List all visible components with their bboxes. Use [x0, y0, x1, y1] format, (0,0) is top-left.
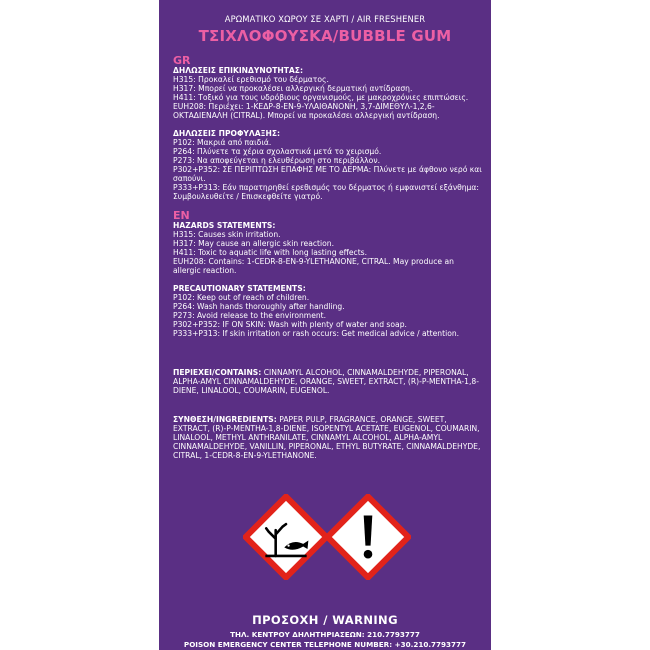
gr-precaution-line: P264: Πλύνετε τα χέρια σχολαστικά μετά το χειρισμό.: [173, 147, 382, 156]
gr-precaution-line: P102: Μακριά από παιδιά.: [173, 138, 272, 147]
label-body: [173, 55, 483, 460]
gr-hazard-line: H411: Τοξικό για τους υδρόβιους οργανισμούς, με μακροχρόνιες επιπτώσεις.: [173, 93, 469, 102]
gr-precaution-line: P273: Να αποφεύγεται η ελευθέρωση στο περιβάλλον.: [173, 156, 380, 165]
en-precaution-line: P333+P313: If skin irritation or rash occurs: Get medical advice / attention.: [173, 329, 460, 338]
gr-precaution-line: P333+P313: Εάν παρατηρηθεί ερεθισμός του δέρματος ή εμφανιστεί εξάνθημα: Συμβουλευθείτε / Επισκεφθείτε γιατρό.: [173, 183, 482, 201]
gr-precaution-line: P302+P352: ΣΕ ΠΕΡΙΠΤΩΣΗ ΕΠΑΦΗΣ ΜΕ ΤΟ ΔΕΡΜΑ: Πλύνετε με άφθονο νερό και σαπούνι.: [173, 165, 485, 183]
ingredients-block: [173, 415, 483, 460]
gr-hazard-line: EUH208: Περιέχει: 1-ΚΕΔΡ-8-ΕΝ-9-ΥΛΑΙΘΑΝΟΝΗ, 3,7-ΔΙΜΕΘΥΛ-1,2,6-ΟΚΤΑΔΙΕΝΑΛΗ (CITRAL). Μπορεί να προκαλέσει αλλεργική αντίδραση.: [173, 102, 440, 120]
product-label: [159, 0, 491, 650]
poison-center-en: POISON EMERGENCY CENTER TELEPHONE NUMBER: +30.210.7793777: [183, 640, 467, 649]
en-hazard-line: H315: Causes skin irritation.: [173, 230, 281, 239]
contains-text: CINNAMYL ALCOHOL, CINNAMALDEHYDE, PIPERONAL, ALPHA-AMYL CINNAMALDEHYDE, ORANGE, SWEET, EXTRACT, (R)-P-MENTHA-1,8-DIENE, LINALOOL, COUMARIN, EUGENOL.: [173, 368, 479, 395]
ingredients-text: PAPER PULP, FRAGRANCE, ORANGE, SWEET, EXTRACT, (R)-P-MENTHA-1,8-DIENE, ISOPENTYL ACETATE, EUGENOL, COUMARIN, LINALOOL, METHYL ANTHRANILATE, CINNAMYL ALCOHOL, ALPHA-AMYL CINNAMALDEHYDE, VANILLIN, PIPERONAL, ETHYL BUTYRATE, CINNAMALDEHYDE, CITRAL, 1-CEDR-8-EN-9-YLETHANONE.: [173, 415, 481, 460]
en-hazards-title: HAZARDS STATEMENTS:: [173, 221, 276, 230]
en-precaution-line: P264: Wash hands thoroughly after handling.: [173, 302, 345, 311]
en-precaution-line: P102: Keep out of reach of children.: [173, 293, 310, 302]
environment-hazard-icon: [243, 494, 329, 580]
ingredients-title: ΣΥΝΘΕΣΗ/INGREDIENTS:: [173, 415, 277, 424]
en-precautions-title: PRECAUTIONARY STATEMENTS:: [173, 284, 306, 293]
gr-hazard-line: H317: Μπορεί να προκαλέσει αλλεργική δερματική αντίδραση.: [173, 84, 413, 93]
gr-precautions-title: ΔΗΛΩΣΕΙΣ ΠΡΟΦΥΛΑΞΗΣ:: [173, 129, 281, 138]
en-precaution-line: P273: Avoid release to the environment.: [173, 311, 327, 320]
en-hazard-line: H317: May cause an allergic skin reaction.: [173, 239, 335, 248]
en-precaution-line: P302+P352: IF ON SKIN: Wash with plenty of water and soap.: [173, 320, 407, 329]
product-name: ΤΣΙΧΛΟΦΟΥΣΚΑ/BUBBLE GUM: [198, 27, 452, 45]
exclamation-mark-icon: [325, 494, 411, 580]
lang-en-heading: EN: [173, 209, 190, 222]
poison-center-gr: ΤΗΛ. ΚΕΝΤΡΟΥ ΔΗΛΗΤΗΡΙΑΣΕΩΝ: 210.7793777: [230, 630, 420, 639]
gr-hazards-title: ΔΗΛΩΣΕΙΣ ΕΠΙΚΙΝΔΥΝΟΤΗΤΑΣ:: [173, 66, 304, 75]
en-hazard-line: H411: Toxic to aquatic life with long lasting effects.: [173, 248, 368, 257]
contains-block: [173, 368, 483, 395]
contains-title: ΠΕΡΙΕΧΕΙ/CONTAINS:: [173, 368, 262, 377]
en-hazard-line: EUH208: Contains: 1-CEDR-8-EN-9-YLETHANONE, CITRAL. May produce an allergic reaction.: [173, 257, 457, 275]
gr-hazard-line: H315: Προκαλεί ερεθισμό του δέρματος.: [173, 75, 329, 84]
product-category: ΑΡΩΜΑΤΙΚΟ ΧΩΡΟΥ ΣΕ ΧΑΡΤΙ / AIR FRESHENER: [224, 14, 426, 24]
lang-gr-heading: GR: [173, 54, 191, 67]
warning-signal-word: ΠΡΟΣΟΧΗ / WARNING: [252, 613, 398, 627]
